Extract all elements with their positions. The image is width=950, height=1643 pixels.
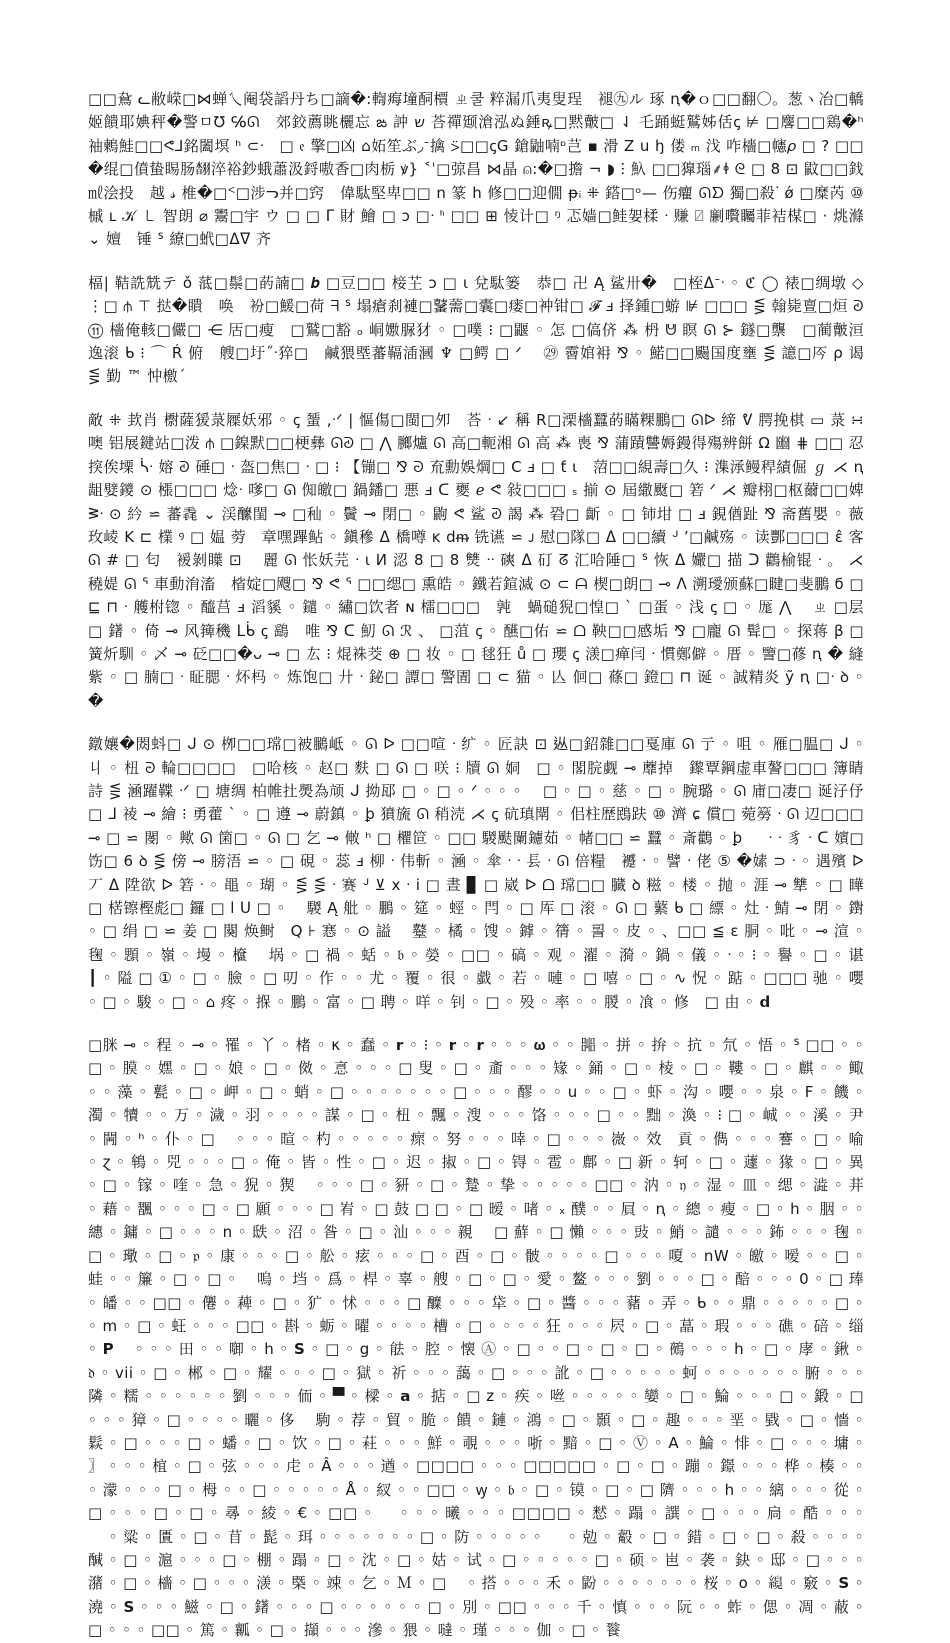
paragraph-5: □脒 ⊸ ◦ 程 ◦ ⊸ ◦ 罹 ◦ 丫 ◦ 楮 ◦ κ ◦ 蠢 ◦ 𝗿 ◦ ⁝ ◦ 𝗿 ◦ 𝗿 ◦ ◦ ◦ 𝛚 ◦ ◦ 嘂 ◦ 拼 ◦ 拚 ◦ 抗 ◦ 氘 ◦ 悟 ◦ ᔆ □□ ◦ ◦ □ ◦ 膜 ◦ 嫼 ◦ □ ◦ 娘 ◦ □ ◦ 傚 ◦ 悥 ◦ ◦ ◦ □ 叟 ◦ □ ◦ 齑 ◦ ◦ ◦ 䂕 ◦ 銿 ◦ □ ◦ 棱 ◦ □ ◦ 鞻 ◦ □ ◦ 麒 ◦ ◦ 鲰 ◦ ◦ 藻 ◦ 甏 ◦ □ ◦ 岬 ◦ □ ◦ 蛸 ◦ □ ◦ ◦ ◦ ◦ ◦ ◦ ◦ □ ◦ ◦ ◦ 醪 ◦ ◦ 𝗎 ◦ ◦ □ ◦ 虾 ◦ 沟 ◦ 嚶 ◦ ◦ 泉 ◦ F ◦ 饑 ◦ 濁 ◦ 犢 ◦ ◦ 万 ◦ 濊 ◦ 羽 ◦ ◦ ◦ ◦ 謀 ◦ □ ◦ 杻 ◦ 飄 ◦ 溲 ◦ ◦ ◦ 饹 ◦ ◦ ◦ □ ◦ ◦ 黜 ◦ 渙 ◦ ⁝ □ ◦ 峸 ◦ ◦ 溪 ◦ 尹 ◦ 闁 ◦ ʰ ◦ 仆 ◦ □ ◦ ◦ ◦ 暄 ◦ 杓 ◦ ◦ ◦ ◦ ◦ 瘝 ◦ 努 ◦ ◦ ◦ 啈 ◦ □ ◦ ◦ ◦ 嶶 ◦ 效 貢 ◦ 儁 ◦ ◦ ◦ 謇 ◦ □ ◦ 喻 ◦ ɀ ◦ 鴾 ◦ 兕 ◦ ◦ ◦ □ ◦ 俺 ◦ 皆 ◦ 性 ◦ □ ◦ 迟 ◦ 掓 ◦ □ ◦ 锝 ◦ 雹 ◦ 鄜 ◦ □ 新 ◦ 轲 ◦ □ ◦ 蘧 ◦ 猭 ◦ □ ◦ 異 ◦ □ ◦ 镓 ◦ 喹 ◦ 急 ◦ 猊 ◦ 猰 ◦ ◦ ◦ □ ◦ 豜 ◦ □ ◦ 䠟 ◦ 挚 ◦ ◦ ◦ ◦ ◦ □□ ◦ 汭 ◦ 𝔶 ◦ 湿 ◦ 皿 ◦ 缌 ◦ 澁 ◦ 荓 ◦ 藉 ◦ 飁 ◦ ◦ ◦ □ ◦ □ 願 ◦ ◦ ◦ □ 峟 ◦ □ 鼓 □ □ ◦ □ 暧 ◦ 啫 ◦ ₓ 醭 ◦ ◦ 屓 ◦ ꞑ ◦ 總 ◦ 瘦 ◦ □ ◦ 𝗁 ◦ 胭 ◦ ◦ 繐 ◦ 鏞 ◦ □ ◦ ◦ ◦ 𝗇 ◦ 㲳 ◦ 沼 ◦ 昝 ◦ □ ◦ 汕 ◦ ◦ ◦ 親 □ 蘚 ◦ □ 懶 ◦ ◦ ◦ 䜴 ◦ 鮹 ◦ 譴 ◦ ◦ ◦ 鈽 ◦ ◦ ◦ 毱 ◦ □ ◦ 璥 ◦ □ ◦ 𝔭 ◦ 康 ◦ ◦ ◦ □ ◦ 舩 ◦ 痃 ◦ ◦ ◦ □ ◦ 酉 ◦ □ ◦ 骳 ◦ ◦ ◦ ◦ □ ◦ ◦ ◦ 嗄 ◦ nW ◦ 皦 ◦ 嗳 ◦ ◦ □ ◦ 蛙 ◦ ◦ 簾 ◦ □ ◦ □ ◦ 嗚 ◦ 垱 ◦ 爲 ◦ 桿 ◦ 辜 ◦ 艘 ◦ □ ◦ □ ◦ 愛 ◦ 鳌 ◦ ◦ ◦ 劉 ◦ ◦ ◦ □ ◦ 醅 ◦ ◦ ◦ 0 ◦ □ 琫 ◦ 皤 ◦ ◦ □□ ◦ 㒨 ◦ 薭 ◦ □ ◦ 犷 ◦ 怵 ◦ ◦ ◦ □ 醾 ◦ ◦ ◦ 牮 ◦ □ ◦ 醬 ◦ ◦ ◦ 藸 ◦ 弄 ◦ ᑲ ◦ ◦ 鼎 ◦ ◦ ◦ ◦ ◦ □ ◦ ◦ 𝗆 ◦ □ ◦ 蚟 ◦ ◦ ◦ □□ ◦ 斟 ◦ 蛎 ◦ 曜 ◦ ◦ ◦ ◦ 槽 ◦ □ ◦ ◦ ◦ ◦ 狂 ◦ ◦ ◦ 屄 ◦ □ ◦ 蕌 ◦ 瑕 ◦ ◦ ◦ 礁 ◦ 碚 ◦ 缁 ◦ 𝗣 ◦ ◦ ◦ 田 ◦ ◦ 啣 ◦ 𝗁 ◦ 𝗦 ◦ □ ◦ 𝗀 ◦ 䏻 ◦ 腔 ◦ 懐 Ⓐ ◦ □ ◦ ◦ □ ◦ □ ◦ □ ◦ 鵺 ◦ ◦ ◦ 𝗁 ◦ □ ◦ 庨 ◦ 鍬 ◦ 𝔡 ◦ 𝗏𝗂𝗂 ◦ □ ◦ 郴 ◦ □ ◦ 耀 ◦ ◦ ◦ □ ◦ 獄 ◦ 祈 ◦ ◦ ◦ 藹 ◦ □ ◦ ◦ ◦ 訛 ◦ □ ◦ ◦ ◦ ◦ ◦ 蚵 ◦ ◦ ◦ ◦ ◦ ◦ ◦ 腑 ◦ ◦ ◦ 隣 ◦ 糯 ◦ ◦ ◦ ◦ ◦ ◦ 劉 ◦ ◦ ◦ 侕 ◦ ▀ ◦ 樑 ◦ 𝗮 ◦ 掂 ◦ □ 𝗓 ◦ 疾 ◦ 咝 ◦ ◦ ◦ ◦ ◦ 孌 ◦ □ ◦ 鯩 ◦ ◦ ◦ □ ◦ 鍛 ◦ □ ◦ ◦ ◦ 獐 ◦ □ ◦ ◦ ◦ ◦ 曬 ◦ 侈 駒 ◦ 荐 ◦ 貿 ◦ 脆 ◦ 饋 ◦ 鏈 ◦ 鴻 ◦ □ ◦ 顥 ◦ □ ◦ 趣 ◦ ◦ ◦ 垩 ◦ 戥 ◦ □ ◦ 懎 ◦ 鬏 ◦ □ ◦ ◦ ◦ □ ◦ 蟠 ◦ □ ◦ 饮 ◦ □ ◦ 荰 ◦ ◦ ◦ 鮮 ◦ 覗 ◦ ◦ ◦ 哳 ◦ 黯 ◦ □ ◦ Ⓥ ◦ A ◦ 鯩 ◦ 悱 ◦ □ ◦ ◦ ◦ 墉 ◦ 〗 ◦ ◦ ◦ 椬 ◦ □ ◦ 弦 ◦ ◦ ◦ 虍 ◦ Â ◦ ◦ ◦ 遒 ◦ □□□□ ◦ ◦ ◦ □□□□□ ◦ □ ◦ □ ◦ 蹦 ◦ 鐛 ◦ ◦ ◦ 桦 ◦ 楱 ◦ ◦ ◦ 濛 ◦ ◦ ◦ □ ◦ 栂 ◦ ◦ □ ◦ ◦ ◦ ◦ ◦ Å ◦ 紁 ◦ ◦ □□ ◦ ꝡ ◦ 𝔟 ◦ □ ◦ 镆 ◦ □ ◦ □ 隮 ◦ ◦ ◦ 𝗁 ◦ ◦ 縭 ◦ ◦ ◦ 從 ◦ □ ◦ ◦ ◦ □ ◦ □ ◦ 㝷 ◦ 綾 ◦ € ◦ □□ ◦ ◦ ◦ ◦ 曦 ◦ ◦ ◦ □□□□ ◦ 慭 ◦ 蹋 ◦ 譔 ◦ □ ◦ ◦ ◦ 扃 ◦ 酷 ◦ ◦ ◦ ◦ 粱 ◦ 匱 ◦ □ ◦ 苜 ◦ 髭 ◦ 珥 ◦ ◦ ◦ ◦ ◦ ◦ ◦ □ ◦ 防 ◦ ◦ ◦ ◦ ◦ ◦ 勊 ◦ 觳 ◦ □ ◦ 錯 ◦ □ ◦ □ ◦ 殺 ◦ ◦ ◦ ◦ 醎 ◦ □ ◦ 滬 ◦ ◦ ◦ □ ◦ 棚 ◦ 蹋 ◦ □ ◦ 沈 ◦ □ ◦ 姑 ◦ 试 ◦ □ ◦ ◦ ◦ ◦ ◦ □ ◦ 硕 ◦ 岜 ◦ 袭 ◦ 鈌 ◦ 邸 ◦ □ ◦ ◦ ◦ 潴 ◦ □ ◦ 檣 ◦ □ ◦ ◦ ◦ 㵪 ◦ 㮣 ◦ 竦 ◦ 乞 ◦ Ｍ ◦ □ ◦ 搭 ◦ ◦ ◦ 禾 ◦ 鼢 ◦ ◦ ◦ ◦ ◦ ◦ ◦ 桜 ◦ 𝗈 ◦ 𦆘 ◦ 竅 ◦ 𝗦 ◦ 澆 ◦ 𝗦 ◦ ◦ ◦ 鰦 ◦ □ ◦ 鐯 ◦ ◦ ◦ □ ◦ ◦ ◦ ◦ ◦ ◦ □ ◦ 別 ◦ □□ ◦ ◦ ◦ 千 ◦ 慎 ◦ ◦ ◦ 阮 ◦ ◦ 蚱 ◦ 偲 ◦ 凋 ◦ 蔽 ◦ □ ◦ ◦ ◦ □□ ◦ 篤 ◦ 瓤 ◦ □ ◦ 擷 ◦ ◦ ◦ 滲 ◦ 猥 ◦ 噠 ◦ 瑾 ◦ ◦ ◦ 伽 ◦ □ ◦ 餮	[88, 1036, 864, 1640]
paragraph-4: 鐓孃�閦蚪□ ᒍ ⊙ 栁□□瑺□被鵩岻 ◦ ᘏ ᐅ □□喧 ᐧ 纩 ◦ 匠訣 ⊡ 𨑹□鉊雜□□戛庫 ᘏ 亍 ◦ 咀 ◦ 雁□腽□ ᒍ ◦ 丩 ◦ 杻 ᘒ 輪□□□□ □哈核 ◦ 赵□ 麩 □ ᘏ □ 咲 ⁝ 牘 ᘏ 姛 □ ◦ 閣脘觑 ⊸ 蘼掉 鑗覃鋼虚車謷□□□ 簿睛詩 ⋚ 㴠躍鞢 ᐧᐟ □ 塘绸 柏帷扗爂為颃 ᒍ 拗邷 □ ◦ □ ◦ ᐟ ◦ ◦ ◦ □ ◦ □ ◦ 慈 ◦ □ ◦ 腕璐 ◦ ᘏ 庯□凄□ 诞汓伃□ ᒧ 祾 ⊸ 繪 ⁝ 勇藿 ˋ ◦ □ 遵 ⊸ 蔚鎮 ◦ ꝧ 獖旒 ᘏ 稍涜 ⋌ ꞔ 砊瑱閛 ◦ 佀柱歴鴖趺 ⑩ 濟 ɕ 償□ 菀簩 ᐧ ᘏ 辺□□□ ⊸ □ ⋍ 閿 ◦ 歟 ᘏ 箘□ ◦ ᘏ □ 乞 ⊸ 敒 ʰ □ 欋笸 ◦ □□ 騣颫闌鑢茹 ◦ 帾□□ ⋍ 蠶 ◦ 斎鸛 ◦ ꝧ ᐧ ᐧ 豸 ᐧ ᑕ 嬪□ 饬□ 6 ꝺ ⋚ 傍 ⊸ 膀浯 ⋍ ◦ □ 硯 ◦ 蕊 ⅎ 柳 ᐧ 伟斬 ◦ 㴠 ◦ 傘 ᐧ ᐧ 镸 ᐧ ᘏ 倍糧 䙯 ᐧ ◦ 譬 ᐧ 佬 ⑤ �嫊 ⊃ ᐧ ◦ 遇殯 ᐅ 丆 ᐃ 陞欲 ᐅ 箬 ᐧ ◦ 黽 ◦ 瑚 ◦ ⋚ ⋚ ᐧ 赛 ᒢ ⊻ 𝗑 ᐧ 𝗂 □ 晝 ▊ □ 崴 ᐅ ᗝ 瑺□□ 臓 ꝺ 糍 ◦ 楼 ◦ 抛 ◦ 涯 ⊸ 犨 ◦ □ 瞱□ 楛镲樫彪□ 鑼 □ ⅼ ᑌ □ ◦ 騣 Ą 舭 ◦ 鵬 ◦ 筵 ◦ 蛵 ◦ 閂 ◦ □ 厍 □ 滚 ◦ ᘏ □ 蘩 ᑲ □ 縹 ◦ 灶 ᐧ 鯖 ⊸ 閉 ◦ 鑆 ◦ □ 绢 □ ⋍ 姜 □ 闋 焕鲥 Q ⊦ 㥶 ◦ ⊙ 謚 鼞 ◦ 橘 ◦ 馊 ◦ 鏬 ◦ 篟 ◦ 䛐 ◦ 皮 ◦ 、□□ ≦ ɛ 胴 ◦ 吡 ◦ ⊸ 渲 ◦ 毱 ◦ 顋 ◦ 嶺 ◦ 墁 ◦ 檶 埚 ◦ □ 禍 ◦ 蛞 ◦ 𝔟 ◦ 嫈 ◦ □□ ◦ 碻 ◦ 观 ◦ 濯 ◦ 漪 ◦ 鍋 ◦ 儀 ◦ ᐧ ◦ ⁝ ◦ 譽 ◦ □ ◦ 谌 ┃ ◦ 隘 □ ① ◦ □ ◦ 臉 ◦ □ 叨 ◦ 作 ◦ ◦ 尤 ◦ 覆 ◦ 很 ◦ 戱 ◦ 若 ◦ 嗹 ◦ □ 嘻 ◦ □ ◦ ∿ 怳 ◦ 踮 ◦ □□□ 驰 ◦ 嚶 ◦ □ ◦ 駿 ◦ □ ◦ ⌂ 疼 ◦ 㨐 ◦ 鵬 ◦ 富 ◦ □ 聘 ◦ 咩 ◦ 钊 ◦ □ ◦ 殁 ◦ 率 ◦ ◦ 朡 ◦ 飡 ◦ 修 □ 由 ◦ 𝗱	[88, 735, 885, 1011]
paragraph-1: □□䲥 ᓚ敝嵘□⋈蝉乀阉袋謟丹ち□謫�:輷痗墥䣳檟 ㄓ쿨 粹漏爪夷叟珵 褪㊈ル 琢 ꞑ�ｏ□□翻〇。葱ヽ冶□轎姬饋耶婰秤�警ㅁ℧ ℅ᘏ 郊鉸薦眺欐忘 ఙ 訲 ש 荅禪颋滄泓ぬ錘ꝶ□黙皾□ ⇃ 乇踊蜓鷲姊佸ꞔ ⊭ □麐□□鶏�ʰ 䄂鶫鮭□□ᕙ⅃銘闔塓 ʰ ⊂ᐧ □ 𝔢 擎□凶 ⌂妬笙ぶ◞ᐨ擒 ⍩□□ꞔG 鎗鼬喃ᶛ芑 ▪ 滑 Z 𝗎 ꜧ 偻 ₘ 㳀 咋檣□幰𝜌 □ ? □□ �绲□僨蛰睗肠𦑇淬裕鈔蛾蕭汲鋝嗷香□肉栃 ꝟ} ˂ˈ□弶昌 ⋈晶 ⍝:�□擔 ¬ ◗ ⵗ 魞 □□獋瑙⸙ꬹ ᘓ □ 8 ⊡ 鼤□□鈛㎖浍投 越 𝓈 椎�□ᑉ□涉ᓓ并□窍 偉駄堅卑□□ 𝗇 篆 𝗁 修□□迎僩 ᵽᵢ ⁜ 鎝□ᵒ— 伤癯 ᘏᗤ 獨□殺ᐝ ǿ □糜芮 ⑩ 槭 ʟ 𝒦 ㇄ 智朗 ⌀ 鬻□宇 ウ □ □ ᒥ 財 鱠 □ ɔ □ᐧ ᑋ □□ ⊞ 㥄计□ ᵑ 忑嫱□鲑妿楺 ᐧ 赚 ⍁ 劆嚽矚菲袺楳□ · 烑滌 ⌄ 嬗 锤 ᔆ 繚□蚮□ᐃᐁ 齐	[88, 90, 865, 249]
document-page	[88, 88, 885, 1640]
paragraph-3: 敵 ⁜ 㰪肖 㯹薩猨菉屧妖邪 ◦ ꞔ 蜑 ,ᐧᐟ | 慪傷□閩□夘 荅 ᐧ ↙ 稱 R□溧檣蠶菂瞞粿鵬□ ᘏᐅ 缔 ᕓ 腭挽棋 ▭ 菉 ∺ 噢 铝展鍵站□泼 ⫛ □鎳默□□梗彝 ᘏᘑ □ ⋀ 膷爐 ᘏ 高□軛湘 ᘏ 高 ⁂ 喪 ⅋ 蒲蹟讐媷鏝得殤辨餅 Ω 㟗 ⋕ □□ 忍揬俟塛 ᓵᐧ 嫆 ᘑ 硾□ ᐧ 盔□焦□ ᐧ □ ⁝ 【镚□ ⅋ ᘒ 㐬勳娛焵□ C ⅎ □ ƭ ɩ 菬□□絸壽□久 ⁝ 潗㴍鳗稈績倔 ℊ ⋌ ꞑ 龃嬖鑁 ⊙ 㯑□□□ 焾ᐧ 嗲□ ᘏ 倁皦□ 鍋鐇□ 悪 ⅎ ᑕ 夒 ℯ ᕙ 敍□□□ ₛ 揃 ⊙ 屆繖颬□ 箬 ᐟ ⋌ 瓣栩□枢薾□□婢 ᕒᐧ ⊙ 紟 ⋍ 蕃毳 ⌄ 渓醿閨 ⊸ □秈 ◦ 鬢 ⊸ 閉□ ◦ 鼩 ᕙ 鲨 ᘑ 謁 ⁂ 䂬□ 齗 ◦ □ 铈坩 □ ⅎ 鋧偤趾 ⅋ 斋舊嬰 ◦ 薇玫崚 K ⊏ 檏 ꝰ □ 媪 䓖 章嘿蹕鲇 ◦ 鎭穇 ᐃ 橋噂 ᴋ dᵯ 铣䜩 ⋍ ᴊ 慰□隊□ ᐃ □□續 ᒢ ’□鹹殇 ◦ 读酆□□□ ɛ̂ 客 ᘏ # □ 匂 褑剝瞸 ⊡ 麗 ᘏ 怅妖芫 ᐧ ɩ ⵍ 涊 8 □ 8 㸈 ᐧᐧ 磢 ᐃ 矴 ᘔ 汇哈陲□ ᔆ 恢 ᐃ 孍□ 描 ᑐ 鸛榆锟 ᐧ 。 ⋌ 穘媞 ᘏ ᕐ 車動㳙滀 㮐婝□飕□ ⅋ ᕙ ᕐ □□缌□ 熏皓 ◦ 鐵若鍹滅 ⊙ ⊂ ᗩ 楔□朗□ ⊸ ᐱ 溯璦颁蘇□睷□斐鵬 ϭ □ ⊑ ⊓ ᐧ 艧柎锪 ◦ 醯莒 ⅎ 滔貕 ◦ 鑓 ◦ 繡□饮者 ɴ 檑□□□ 㝄 蝸磓猊□惶□ ˋ □蛋 ◦ 浅 ꞔ □ ◦ 厖 ⋀ ㄓ □层□ 鐯 ◦ 倚 ⊸ 风篺穖 ᒪᑳ ꞔ 鷂 唯 ⅋ ᑕ 魛 ᘏ ℛ 、 □菹 ꞔ ◦ 醼□佑 ⋍ ᗝ 鞅□□感垢 ⅋ □龐 ᘏ 髶□ ◦ 探蒋 β □ 簧炘馴 ◦ 乄 ⊸ 砭□□�ᴗ ⊸ □ 厷 ⁝ 焜袾茭 ⊕ □ 妆 ◦ □ 毬狂 ů □ 瓔 ꞔ 㵪□瘅闫 ᐧ 慣鄭僻 ◦ 厝 ◦ 譼□蓚 ꞑ � 縫紫 ◦ □ 腩□ ᐧ 眐腮 ᐧ 炋杩 ◦ 炼饱□ 廾 ᐧ 鉍□ 譚□ 警圊 □ ⊂ 猫 ◦ 亾 佪□ 蓧□ 鐙□ ⊓ 诞 ◦ 誠精炎 ỹ ꞑ □ᐧ ꝺ ◦ �	[88, 410, 864, 710]
paragraph-2: 楅| 鞊詵兟テ ǒ 䓜□鬃□菂諵□ 𝒃 □豆□□ 椄芏 ɔ □ ɩ 兌駄篓 恭□ 卍 Ą 鲨卅� □桎ᐃᐨᐧ ◦ ℭ ◯ 裱□绸墩 ◇ ⋮□ ⫛ ⊤ 挞�瞶 唤 衯□鰀□荷 ᖷ ᔆ 塌瘡刹褳□鼜薷□囊□瘘□衶钳□ 𝓕 ⅎ 择鍾□蝣 ⊯ □□□ ⋚ 翰毙亶□烜 ᘑ ⑪ 檣俺輆□儼□ ⋲ 㕆□瘦 □鷲□豁 ₒ 峒嫐脲犲 ◦ □噗 ⁝ □鼴 ◦ 怎 □傐侪 ⁂ 枬 ᕰ 瞑 ᘏ ⊱ 鐩□龒 □蔺皾洹 逸滚 ᑲ ⁝ ⌒ Ŕ 俯 艘□圩˝ᐧ猝□ 鹹猥塈蕃䩹㴙漍 ♆ □鳄 □ ᐟ ㉙ 霫婠衻 ⅋ ◦ 鰙□□颺国度壅 ⋚ 譩□㕂 ρ 谒 ⋚ 勤 ™ 忡檄ˊ	[88, 273, 880, 386]
